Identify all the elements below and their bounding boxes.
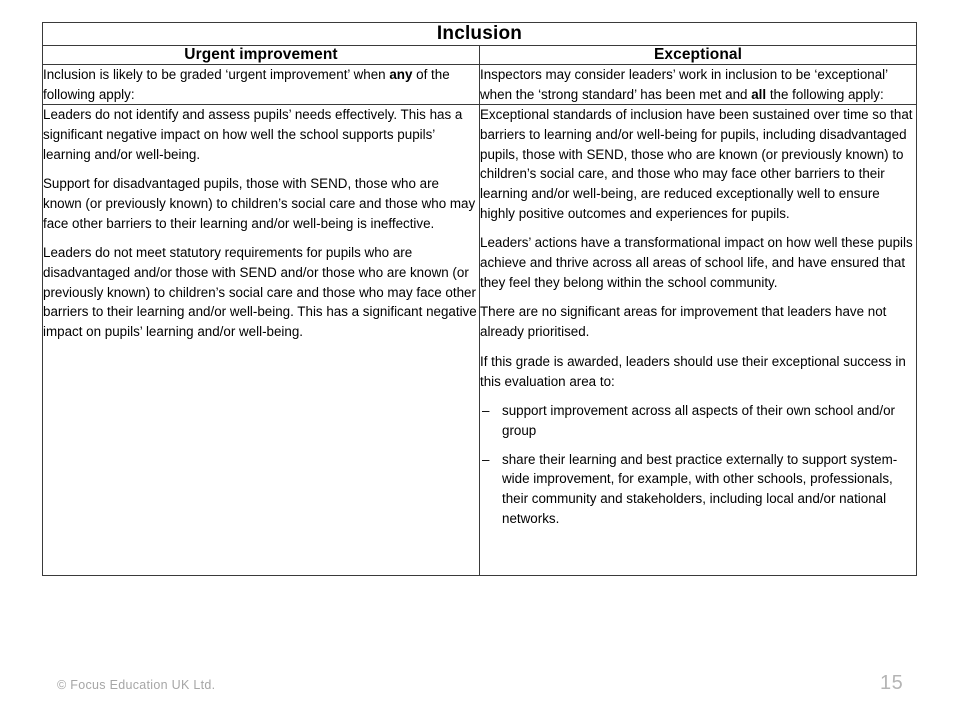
intro-paragraph-left: [43, 65, 479, 104]
table-title-row: [43, 23, 917, 46]
list-item-label: share their learning and best practice externally to support system-wide improvement, for example, with other schools, professionals, their community and stakeholders, including local and/or national networks.: [502, 451, 898, 526]
criteria-paragraph: If this grade is awarded, leaders should use their exceptional success in this evaluation area to:: [480, 353, 906, 389]
intro-right-part1: Inspectors may consider leaders’ work in inclusion to be ‘exceptional’ when the ‘strong standard’ has been met and: [480, 67, 888, 102]
list-item: [480, 401, 916, 440]
inclusion-grade-table: [42, 22, 917, 576]
table-intro-row: [43, 65, 917, 105]
criteria-paragraph: Leaders do not meet statutory requirements for pupils who are disadvantaged and/or those with SEND and/or those who are known (or previously known) to children’s social care and those who may face other barriers to their learning and/or well-being. This has a significant negative impact on pupils’ learning and/or well-being.: [43, 245, 477, 340]
table-header-row: [43, 46, 917, 65]
column-header-exceptional: Exceptional: [480, 46, 917, 65]
dash-bullet-icon: –: [482, 451, 490, 467]
list-item-label: support improvement across all aspects of their own school and/or group: [502, 403, 895, 438]
intro-left-emphasis: any: [389, 67, 413, 82]
exceptional-actions-list: [480, 401, 916, 528]
intro-left-part1: Inclusion is likely to be graded ‘urgent improvement’ when: [43, 67, 390, 82]
intro-cell-exceptional: [480, 65, 917, 105]
criteria-paragraph: Support for disadvantaged pupils, those with SEND, those who are known (or previously known) to children’s social care and those who may face other barriers to their learning and/or well-being is ineffective.: [43, 176, 476, 231]
body-cell-exceptional: [480, 105, 917, 576]
table-body-row: [43, 105, 917, 576]
dash-bullet-icon: –: [482, 403, 490, 419]
table-title: Inclusion: [43, 23, 917, 46]
body-cell-urgent-improvement: [43, 105, 480, 576]
intro-left-part2: of the following apply:: [43, 67, 450, 102]
intro-cell-urgent-improvement: [43, 65, 480, 105]
list-item: [480, 450, 916, 529]
intro-paragraph-right: [480, 65, 916, 104]
footer-copyright: © Focus Education UK Ltd.: [57, 678, 216, 692]
criteria-paragraph: There are no significant areas for improvement that leaders have not already prioritised.: [480, 304, 887, 340]
page-number: 15: [880, 672, 904, 694]
column-header-urgent-improvement: Urgent improvement: [43, 46, 480, 65]
criteria-paragraph: Exceptional standards of inclusion have been sustained over time so that barriers to learning and/or well-being for pupils, including disadvantaged pupils, those with SEND, those who are known (or previously known) to children’s social care, and those who may face other barriers to their learning and/or well-being, are reduced exceptionally well to ensure highly positive outcomes and experiences for pupils.: [480, 107, 913, 221]
intro-right-part2: the following apply:: [766, 86, 884, 102]
criteria-paragraph: Leaders do not identify and assess pupils’ needs effectively. This has a significant negative impact on how well the school supports pupils’ learning and/or well-being.: [43, 107, 463, 162]
criteria-paragraph: Leaders’ actions have a transformational impact on how well these pupils achieve and thrive across all areas of school life, and have ensured that they feel they belong within the school community.: [480, 235, 913, 290]
intro-right-emphasis: all: [751, 86, 767, 102]
